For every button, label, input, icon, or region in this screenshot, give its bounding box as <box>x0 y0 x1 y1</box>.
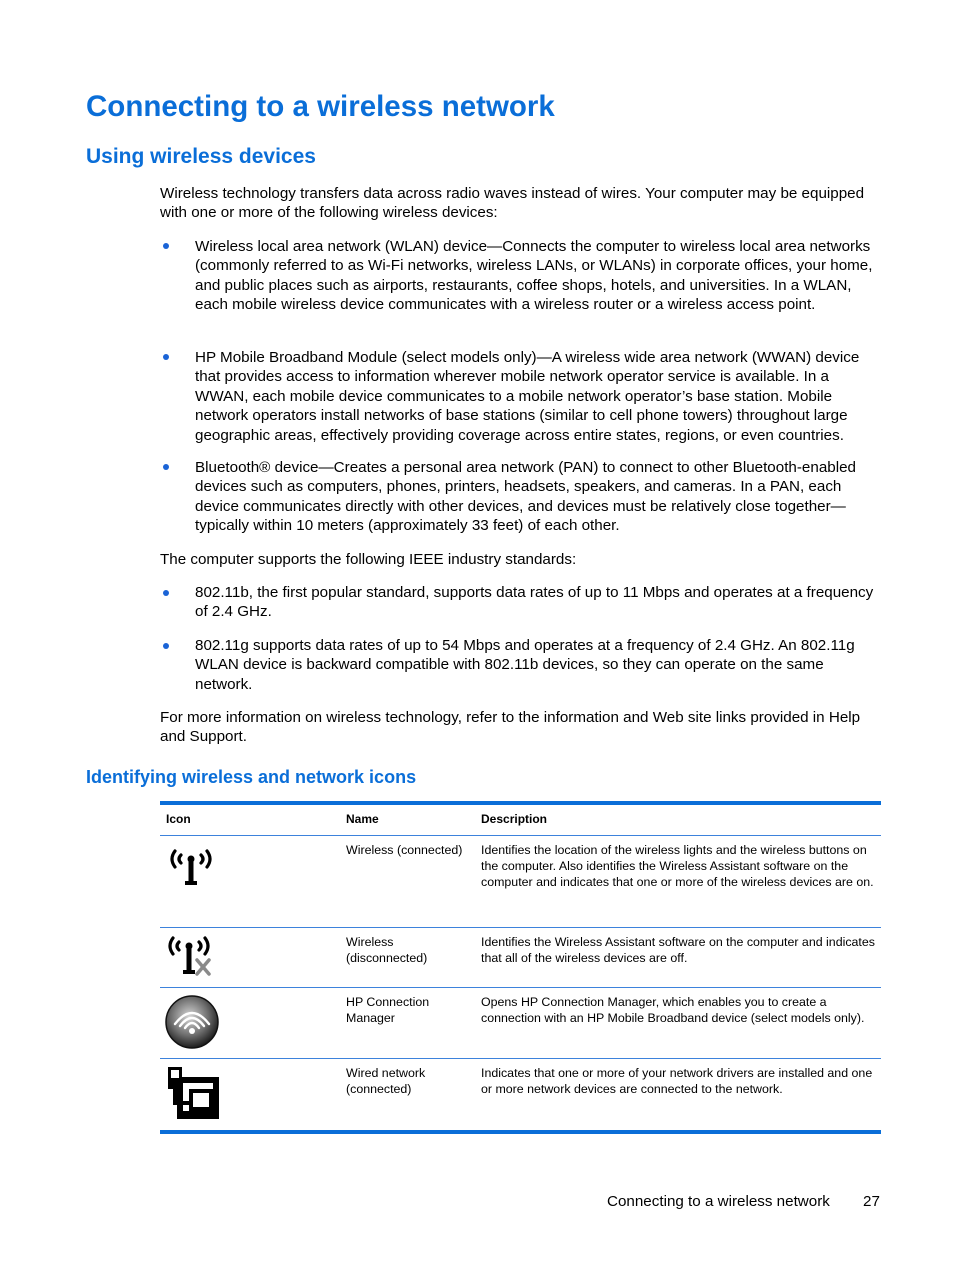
column-header-icon: Icon <box>166 812 191 826</box>
row-name: Wireless (connected) <box>346 843 463 857</box>
wireless-connected-icon <box>165 846 217 888</box>
list-item: Bluetooth® device—Creates a personal area network (PAN) to connect to other Bluetooth-enabled devices such as computers, phones, printers, headsets, speakers, and cameras. In a PAN, each device communicates directly with other devices, and devices must be relatively close together—typically within 10 meters (approximately 33 feet) of each other. <box>195 459 856 535</box>
hp-connection-manager-icon <box>165 994 219 1050</box>
section-heading: Using wireless devices <box>86 145 316 168</box>
footer-chapter: Connecting to a wireless network <box>607 1193 830 1210</box>
list-item: HP Mobile Broadband Module (select models only)—A wireless wide area network (WWAN) device that provides access to information wherever mobile network operator service is available. In a WWAN, each mobile device communicates to a mobile network operator’s base station. Mobile network operators install networks of base stations (similar to cell phone towers) throughout large geographic areas, effectively providing coverage across entire states, regions, or even countries. <box>195 349 860 444</box>
header-divider <box>160 835 881 836</box>
list-item: Wireless local area network (WLAN) device—Connects the computer to wireless local area networks (commonly referred to as Wi-Fi networks, wireless LANs, or WLANs) in corporate offices, your home, and public places such as airports, restaurants, coffee shops, hotels, and universities. In a WLAN, each mobile wireless device communicates with a wireless router or a wireless access point. <box>195 238 873 314</box>
row-description: Indicates that one or more of your network drivers are installed and one or more network devices are connected to the network. <box>481 1066 873 1096</box>
list-item: 802.11g supports data rates of up to 54 Mbps and operates at a frequency of 2.4 GHz. An 802.11g WLAN device is backward compatible with 802.11b devices, so they can operate on the same network. <box>195 637 855 693</box>
row-divider <box>160 1058 881 1059</box>
page-title: Connecting to a wireless network <box>86 90 555 123</box>
bullet-icon <box>163 590 169 596</box>
more-info-paragraph: For more information on wireless technology, refer to the information and Web site links provided in Help and Support. <box>160 709 861 746</box>
row-divider <box>160 987 881 988</box>
table-top-rule <box>160 801 881 805</box>
row-name: Wireless (disconnected) <box>346 935 428 965</box>
row-description: Identifies the Wireless Assistant software on the computer and indicates that all of the wireless devices are off. <box>481 935 875 965</box>
column-header-description: Description <box>481 812 548 826</box>
bullet-icon <box>163 643 169 649</box>
row-name: Wired network (connected) <box>346 1066 426 1096</box>
bullet-icon <box>163 464 169 470</box>
bullet-icon <box>163 243 169 249</box>
wireless-disconnected-icon <box>165 934 215 978</box>
row-divider <box>160 927 881 928</box>
subsection-heading: Identifying wireless and network icons <box>86 767 417 787</box>
bullet-icon <box>163 354 169 360</box>
row-name: HP Connection Manager <box>346 995 430 1025</box>
table-bottom-rule <box>160 1130 881 1134</box>
wired-network-connected-icon <box>165 1065 223 1123</box>
column-header-name: Name <box>346 812 379 826</box>
list-item: 802.11b, the first popular standard, supports data rates of up to 11 Mbps and operates at a frequency of 2.4 GHz. <box>195 584 874 621</box>
row-description: Identifies the location of the wireless lights and the wireless buttons on the computer. Also identifies the Wireless Assistant software on the computer and indicates that one or more of the wireless devices are on. <box>481 843 874 889</box>
page-number: 27 <box>863 1193 880 1210</box>
intro-paragraph: Wireless technology transfers data across radio waves instead of wires. Your computer may be equipped with one or more of the following wireless devices: <box>160 185 865 222</box>
row-description: Opens HP Connection Manager, which enables you to create a connection with an HP Mobile Broadband device (select models only). <box>481 995 865 1025</box>
standards-intro: The computer supports the following IEEE industry standards: <box>160 551 577 568</box>
